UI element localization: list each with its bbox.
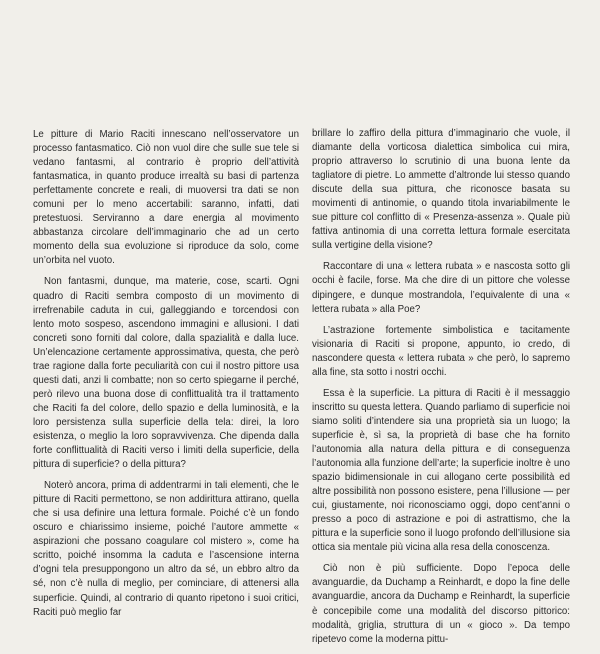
paragraph: Raccontare di una « lettera rubata » e nascosta sotto gli occhi è facile, forse. Ma che dire di un pittore che volesse dipingere, e dunque mostrandola, l’equivalente di una « lettera rubata » alla Poe?: [312, 261, 570, 315]
paragraph: Essa è la superficie. La pittura di Raciti è il messaggio inscritto su questa lettera. Quando parliamo di superficie noi siamo soliti d’intendere sia una proprietà sia un luogo; la superficie è, sì sa, la proprietà di base che ha fornito l’autonomia alla natura della pittura e di conseguenza l’autonomia alla funzione dell’arte; la superficie inoltre è uno spazio bidimensionale in cui allogano certe possibilità ed altre possibilità non possono esistere, pena l’illusione — per cui, giustamente, noi riconosciamo oggi, dopo cent’anni o presso a poco di astrazione e poi di astrattismo, che la pittura e la superficie sono il luogo profondo dell’illusione sia ottica sia mentale più vicina alla resa della conoscenza.: [312, 387, 570, 554]
paragraph: Noterò ancora, prima di addentrarmi in tali elementi, che le pitture di Raciti permettono, se non addirittura attirano, quella che si usa definire una lettura formale. Poiché c’è un fondo oscuro e chiarissimo insieme, poiché l’autore ammette « aspirazioni che possano coagulare col mistero », come ha scritto, poiché insomma la caduta e l’ascensione interna d’ogni tela presuppongono un altro da sé, un ebbro altro da sé, non c’è nulla di meglio, per cominciare, di attenersi alla superficie. Quindi, al contrario di quanto ripetono i suoi critici, Raciti può meglio far: [33, 480, 299, 618]
paragraph: L’astrazione fortemente simbolistica e tacitamente visionaria di Raciti si propone, appunto, io credo, di nascondere questa « lettera rubata » che però, lo sapremo alla fine, sta sotto i nostri occhi.: [312, 324, 570, 378]
paragraph: Ciò non è più sufficiente. Dopo l’epoca delle avanguardie, da Duchamp a Reinhardt, e dopo la fine delle avanguardie, ancora da Duchamp e Reinhardt, la superficie è concepibile come una modalità del discorso pittorico: modalità, griglia, struttura di un « gioco ». Da tempo ripetevo come la moderna pittu-: [312, 563, 570, 645]
paragraph: Non fantasmi, dunque, ma materie, cose, scarti. Ogni quadro di Raciti sembra composto di un movimento di irrefrenabile caduta in cui, galleggiando e torcendosi con lento moto sospeso, ascendono immagini e allusioni. I dati concreti sono forniti dal colore, dalla spazialità e dalla luce. Un’elencazione certamente approssimativa, questa, che però trae ragione dalla forte peculiarità con cui il nostro pittore usa questi dati, anzi li combatte; non so certo spiegarne il perché, però rilevo una buona dose di conflittualità tra il trattamento che Raciti fa del colore, dello spazio e della luminosità, e la loro persistenza sulla superficie della tela: direi, la loro esistenza, o meglio la loro sopravvivenza. Che dipenda dalla forte conflittualità di Raciti verso i limiti della superficie, della pittura di superficie? o della pittura?: [33, 276, 299, 471]
text-column-right: [312, 127, 570, 654]
paragraph: Le pitture di Mario Raciti innescano nell’osservatore un processo fantasmatico. Ciò non vuol dire che sulle sue tele si vedano fantasmi, al contrario è proprio dell’attività fantasmatica, in quanto produce irrealtà su basi di partenza perfettamente concrete e reali, di muoversi tra dati se non comuni per lo meno accertabili: saranno, infatti, dati pretestuosi. Serviranno a dare energia al movimento abbastanza circolare dell’immaginario che ad un certo momento della sua evoluzione si riproduce da solo, come un’orbita nel vuoto.: [33, 129, 299, 267]
text-column-left: [33, 128, 299, 627]
paragraph: brillare lo zaffiro della pittura d’immaginario che vuole, il diamante della vorticosa dialettica simbolica cui mira, proprio attraverso lo scrutinio di una buona lente da tagliatore di pietre. Lo ammette d’altronde lui stesso quando discute della sua pittura, che riconosce basata su movimenti di antinomie, o quando titola invariabilmente le sue pitture col conflitto di « Presenza-assenza ». Quale più fattiva antinomia di una corretta lettura formale esercitata sulla vertigine della visione?: [312, 128, 570, 252]
